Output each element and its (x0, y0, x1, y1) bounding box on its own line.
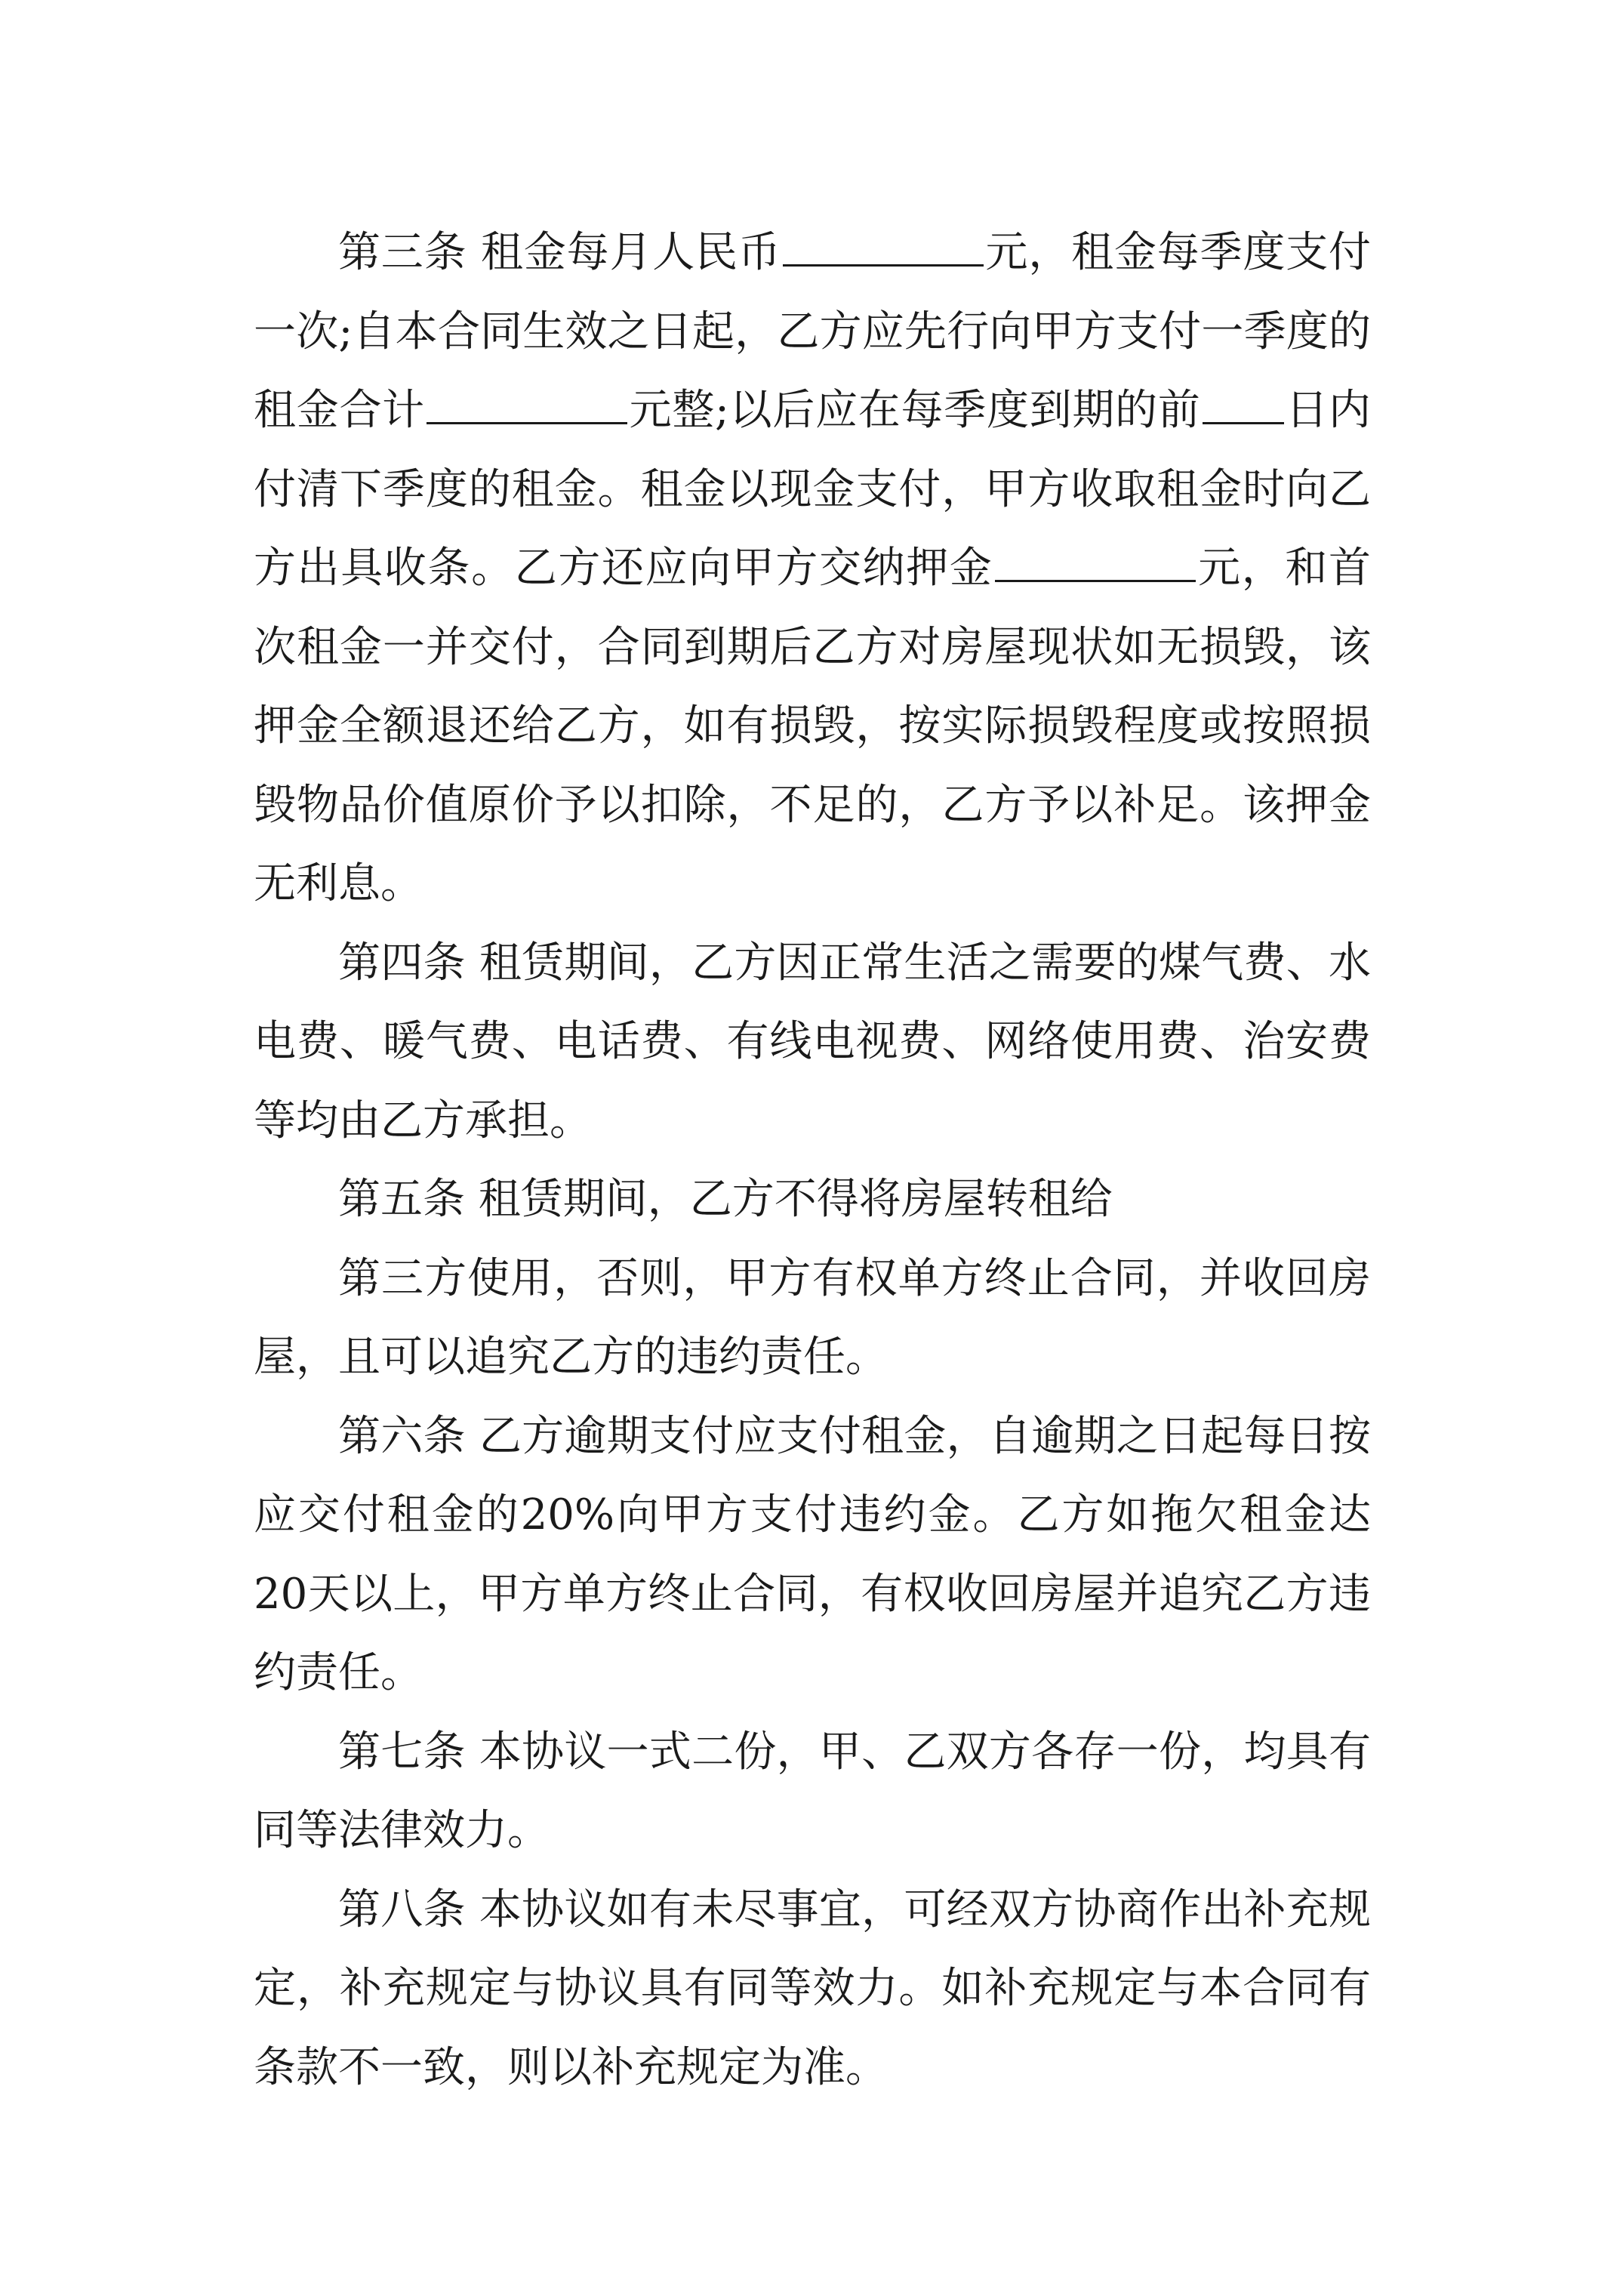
article-5-text-a: 第五条 租赁期间，乙方不得将房屋转租给 (338, 1175, 1113, 1224)
deposit-amount-blank (995, 535, 1196, 582)
article-8-text: 第八条 本协议如有未尽事宜，可经双方协商作出补充规定，补充规定与协议具有同等效力。如补充规定与本合同有条款不一致，则以补充规定为准。 (254, 1885, 1371, 2092)
article-3-text-4: 日内付清下季度的租金。租金以现金支付，甲方收取租金时向乙方出具收条。乙方还应向甲方交纳押金 (254, 386, 1372, 593)
paragraph-article-5-b (254, 1240, 1371, 1398)
paragraph-article-8 (254, 1871, 1371, 2108)
article-3-text-1: 第三条 租金每月人民币 (338, 228, 781, 277)
article-3-text-2: 元，租金每季度支付一次;自本合同生效之日起，乙方应先行向甲方支付一季度的租金合计 (254, 228, 1372, 435)
paragraph-article-6 (254, 1398, 1371, 1713)
payment-days-blank (1203, 377, 1284, 424)
article-5-text-b: 第三方使用，否则，甲方有权单方终止合同，并收回房屋，且可以追究乙方的违约责任。 (254, 1253, 1371, 1382)
article-6-text: 第六条 乙方逾期支付应支付租金，自逾期之日起每日按应交付租金的20%向甲方支付违约金。乙方如拖欠租金达20天以上，甲方单方终止合同，有权收回房屋并追究乙方违约责任。 (254, 1411, 1371, 1697)
paragraph-article-5-a (254, 1160, 1371, 1240)
article-7-text: 第七条 本协议一式二份，甲、乙双方各存一份，均具有同等法律效力。 (254, 1727, 1371, 1855)
paragraph-article-4 (254, 924, 1371, 1161)
article-4-text: 第四条 租赁期间，乙方因正常生活之需要的煤气费、水电费、暖气费、电话费、有线电视费、网络使用费、治安费等均由乙方承担。 (254, 938, 1371, 1145)
contract-body (254, 214, 1371, 2107)
monthly-rent-blank (783, 219, 984, 267)
article-3-text-3: 元整;以后应在每季度到期的前 (628, 386, 1201, 435)
quarterly-rent-total-blank (427, 377, 627, 424)
paragraph-article-3 (254, 214, 1371, 924)
article-3-text-5: 元，和首次租金一并交付，合同到期后乙方对房屋现状如无损毁，该押金全额退还给乙方，如有损毁，按实际损毁程度或按照损毁物品价值原价予以扣除，不足的，乙方予以补足。该押金无利息。 (254, 544, 1372, 908)
paragraph-article-7 (254, 1713, 1371, 1871)
